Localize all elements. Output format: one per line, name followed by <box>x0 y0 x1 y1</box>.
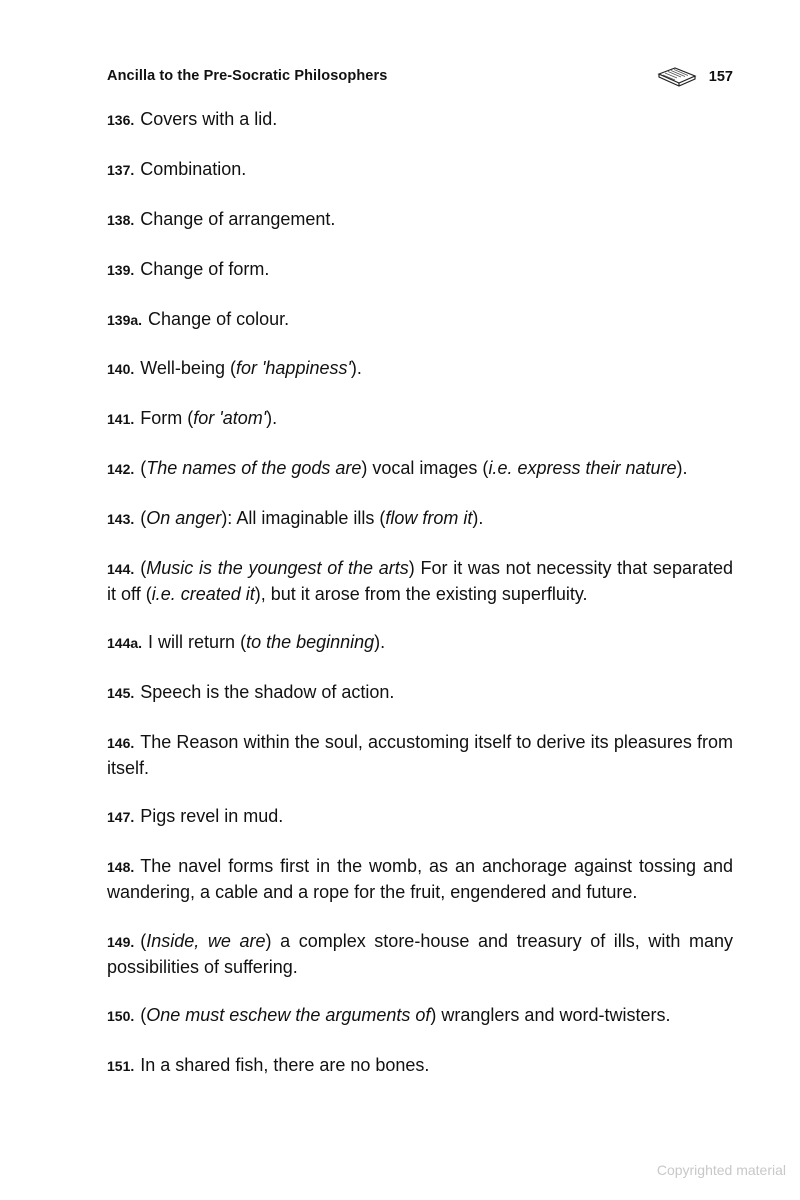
fragment-gloss-italic: to the beginning <box>246 632 375 652</box>
fragment-entry <box>107 630 733 656</box>
fragment-text: ( <box>140 508 147 528</box>
fragment-text: Pigs revel in mud. <box>140 806 284 826</box>
page-number: 157 <box>708 69 733 85</box>
fragment-text: ). <box>266 408 278 428</box>
fragment-text: The navel forms first in the womb, as an anchorage against tossing and wandering, a cable and a rope for the fruit, engendered and future. <box>107 856 733 902</box>
fragment-text: I will return ( <box>148 632 247 652</box>
fragment-gloss-italic: Inside, we are <box>146 931 266 951</box>
fragment-entry <box>107 1003 733 1029</box>
fragment-number: 144. <box>107 561 135 577</box>
fragment-gloss-italic: flow from it <box>385 508 473 528</box>
open-book-icon <box>657 66 697 88</box>
fragment-text: Change of arrangement. <box>140 209 336 229</box>
fragment-entry <box>107 207 733 233</box>
fragment-number: 140. <box>107 361 135 377</box>
fragment-text: Combination. <box>140 159 247 179</box>
fragment-entry <box>107 506 733 532</box>
fragment-entry <box>107 804 733 830</box>
fragment-number: 138. <box>107 212 135 228</box>
fragment-number: 136. <box>107 112 135 128</box>
fragment-text: ( <box>140 931 147 951</box>
fragment-entry <box>107 307 733 333</box>
copyright-watermark: Copyrighted material <box>656 1162 786 1178</box>
running-title: Ancilla to the Pre-Socratic Philosophers <box>107 68 388 84</box>
fragment-number: 150. <box>107 1008 135 1024</box>
fragment-text: The Reason within the soul, accustoming itself to derive its pleasures from itself. <box>107 732 733 778</box>
fragment-gloss-italic: One must eschew the arguments of <box>146 1005 431 1025</box>
fragment-text: ). <box>472 508 484 528</box>
header-right <box>657 66 733 88</box>
fragment-text: ) a complex store-house and treasury of ills, with many possibilities of suffering. <box>107 931 733 977</box>
fragment-text: Change of form. <box>140 259 270 279</box>
fragment-gloss-italic: i.e. created it <box>151 584 255 604</box>
fragment-number: 141. <box>107 411 135 427</box>
fragment-text: ). <box>676 458 688 478</box>
fragment-text: Change of colour. <box>148 309 290 329</box>
fragment-entry <box>107 157 733 183</box>
fragment-text: ( <box>140 558 147 578</box>
fragment-entry <box>107 107 733 133</box>
fragment-number: 145. <box>107 685 135 701</box>
fragment-number: 149. <box>107 934 135 950</box>
fragment-entry <box>107 730 733 781</box>
fragment-number: 143. <box>107 511 135 527</box>
fragment-gloss-italic: The names of the gods are <box>146 458 362 478</box>
fragment-entry <box>107 556 733 607</box>
fragment-gloss-italic: for 'atom' <box>193 408 267 428</box>
fragment-text: ), but it arose from the existing superfluity. <box>254 584 588 604</box>
fragment-entry <box>107 356 733 382</box>
fragment-gloss-italic: Music is the youngest of the arts <box>146 558 409 578</box>
fragment-number: 137. <box>107 162 135 178</box>
fragment-entry <box>107 680 733 706</box>
fragment-number: 142. <box>107 461 135 477</box>
fragment-text: ). <box>374 632 386 652</box>
fragment-entry <box>107 406 733 432</box>
fragment-gloss-italic: for 'happiness' <box>235 358 351 378</box>
fragment-number: 148. <box>107 859 135 875</box>
fragment-text: Covers with a lid. <box>140 109 278 129</box>
fragment-number: 139a. <box>107 312 143 328</box>
fragment-text: ( <box>140 458 147 478</box>
book-page <box>107 0 733 1200</box>
fragment-text: ) For it was not necessity that separated it off ( <box>107 558 733 604</box>
fragment-text: In a shared fish, there are no bones. <box>140 1055 430 1075</box>
fragment-number: 144a. <box>107 635 143 651</box>
fragment-entry <box>107 1053 733 1079</box>
fragment-text: Speech is the shadow of action. <box>140 682 395 702</box>
fragment-text: ): All imaginable ills ( <box>221 508 386 528</box>
fragment-entry <box>107 929 733 980</box>
fragment-entry <box>107 257 733 283</box>
fragment-text: ) wranglers and word-twisters. <box>430 1005 671 1025</box>
fragment-gloss-italic: On anger <box>146 508 222 528</box>
fragment-text: ) vocal images ( <box>361 458 489 478</box>
fragment-text: Form ( <box>140 408 194 428</box>
fragment-number: 146. <box>107 735 135 751</box>
fragment-entry <box>107 456 733 482</box>
fragment-number: 147. <box>107 809 135 825</box>
fragment-text: Well-being ( <box>140 358 236 378</box>
fragment-number: 151. <box>107 1058 135 1074</box>
fragment-text: ( <box>140 1005 147 1025</box>
fragment-entry <box>107 854 733 905</box>
fragment-gloss-italic: i.e. express their nature <box>488 458 677 478</box>
running-header <box>107 66 733 88</box>
fragment-number: 139. <box>107 262 135 278</box>
fragment-text: ). <box>350 358 362 378</box>
